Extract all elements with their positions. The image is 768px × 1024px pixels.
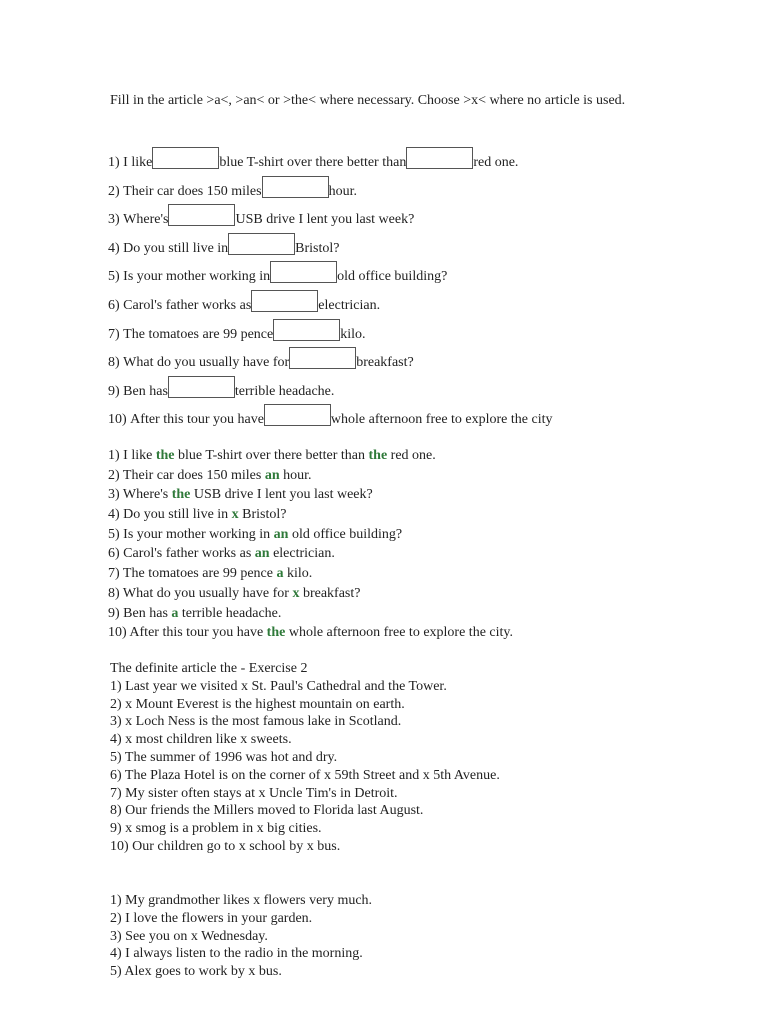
- exercise-line: 3) See you on x Wednesday.: [110, 928, 268, 944]
- question-row: [108, 229, 668, 258]
- question-text: Their car does 150 miles: [123, 183, 262, 199]
- answer-number: 10): [108, 625, 127, 641]
- question-row: [108, 286, 668, 315]
- question-number: 10): [108, 412, 127, 428]
- answer-row: [108, 584, 668, 604]
- question-text: Bristol?: [295, 240, 340, 256]
- exercise-3: [110, 892, 670, 981]
- exercise-line: 6) The Plaza Hotel is on the corner of x 59th Street and x 5th Avenue.: [110, 767, 500, 783]
- exercise-line: 1) Last year we visited x St. Paul's Cathedral and the Tower.: [110, 678, 447, 694]
- answer-text: electrician.: [269, 546, 335, 562]
- answer-blank[interactable]: [228, 233, 295, 255]
- question-text: Where's: [123, 212, 169, 228]
- answer-row: [108, 604, 668, 624]
- instructions: Fill in the article >a<, >an< or >the< where necessary. Choose >x< where no article is used.: [110, 93, 626, 108]
- answer-text: breakfast?: [299, 585, 361, 601]
- question-text: red one.: [473, 155, 519, 170]
- answer-text: kilo.: [283, 566, 313, 582]
- question-text: blue T-shirt over there better than: [219, 155, 407, 170]
- question-row: [108, 146, 668, 172]
- question-text: After this tour you have: [130, 412, 264, 428]
- answer-text: Bristol?: [238, 507, 287, 523]
- answer-row: [108, 505, 668, 525]
- answer-number: 7): [108, 566, 120, 582]
- question-row: [108, 344, 668, 373]
- answer-text: Their car does 150 miles: [122, 467, 265, 483]
- exercise-line: 7) My sister often stays at x Uncle Tim's in Detroit.: [110, 785, 398, 801]
- exercise-line: 9) x smog is a problem in x big cities.: [110, 821, 322, 837]
- answer-blank[interactable]: [406, 147, 473, 169]
- question-number: 3): [108, 212, 120, 228]
- answer-number: 3): [108, 487, 120, 503]
- answer-number: 5): [108, 526, 120, 542]
- answer-text: old office building?: [288, 526, 403, 542]
- question-row: [108, 201, 668, 230]
- question-text: whole afternoon free to explore the city: [330, 412, 553, 428]
- exercise-line: 4) x most children like x sweets.: [110, 732, 292, 748]
- article-answer: an: [264, 467, 280, 483]
- answer-blank[interactable]: [262, 176, 329, 198]
- question-text: Do you still live in: [123, 240, 229, 256]
- exercise-title: The definite article the - Exercise 2: [110, 661, 308, 676]
- answer-number: 6): [108, 546, 120, 562]
- question-text: USB drive I lent you last week?: [235, 212, 415, 228]
- question-text: I like: [123, 155, 153, 170]
- answer-text: Is your mother working in: [123, 526, 274, 542]
- question-number: 4): [108, 240, 120, 256]
- answer-blank[interactable]: [289, 347, 356, 369]
- answer-text: hour.: [279, 467, 312, 483]
- answer-blank[interactable]: [270, 261, 337, 283]
- exercise-line: 2) x Mount Everest is the highest mountain on earth.: [110, 696, 405, 712]
- article-answer: the: [368, 448, 388, 463]
- question-number: 9): [108, 383, 120, 399]
- answer-row: [108, 525, 668, 545]
- article-answer: x: [231, 507, 239, 523]
- answer-blank[interactable]: [251, 290, 318, 312]
- question-number: 5): [108, 269, 120, 285]
- question-number: 6): [108, 297, 120, 313]
- article-answer: the: [266, 625, 286, 641]
- answer-number: 4): [108, 507, 120, 523]
- answer-blank[interactable]: [152, 147, 219, 169]
- answer-row: [108, 564, 668, 584]
- article-answer: a: [171, 605, 179, 621]
- answer-text: Do you still live in: [123, 507, 232, 523]
- exercise-line: 5) The summer of 1996 was hot and dry.: [110, 749, 338, 765]
- answer-text: whole afternoon free to explore the city.: [285, 625, 513, 641]
- question-text: Carol's father works as: [123, 297, 252, 313]
- question-number: 2): [108, 183, 120, 199]
- question-row: [108, 258, 668, 287]
- answer-text: The tomatoes are 99 pence: [122, 566, 277, 582]
- answer-text: I like: [123, 448, 156, 463]
- question-number: 1): [108, 155, 120, 170]
- question-row: [108, 315, 668, 344]
- answer-text: What do you usually have for: [122, 585, 293, 601]
- article-answer: the: [155, 448, 175, 463]
- question-row: [108, 172, 668, 201]
- answer-row: [108, 466, 668, 486]
- exercise-1-questions: [108, 146, 668, 429]
- answer-text: red one.: [387, 448, 436, 463]
- question-text: electrician.: [318, 297, 381, 313]
- answer-row: [108, 623, 668, 643]
- question-text: terrible headache.: [234, 383, 335, 399]
- exercise-line: 8) Our friends the Millers moved to Florida last August.: [110, 803, 424, 819]
- exercise-line: 5) Alex goes to work by x bus.: [110, 964, 282, 980]
- article-answer: a: [276, 566, 284, 582]
- article-answer: an: [273, 526, 289, 542]
- answer-number: 9): [108, 605, 120, 621]
- question-number: 8): [108, 355, 120, 371]
- exercise-line: 10) Our children go to x school by x bus.: [110, 838, 341, 854]
- question-text: breakfast?: [356, 355, 414, 371]
- exercise-line: 1) My grandmother likes x flowers very much.: [110, 893, 373, 908]
- answer-number: 8): [108, 585, 120, 601]
- answer-blank[interactable]: [168, 204, 235, 226]
- question-text: hour.: [328, 183, 357, 199]
- article-answer: the: [171, 487, 191, 503]
- answer-text: terrible headache.: [178, 605, 282, 621]
- exercise-line: 3) x Loch Ness is the most famous lake in Scotland.: [110, 714, 402, 730]
- exercise-1-answers: [108, 446, 668, 643]
- question-row: [108, 401, 668, 430]
- answer-text: Where's: [122, 487, 172, 503]
- answer-text: After this tour you have: [129, 625, 267, 641]
- question-text: kilo.: [340, 326, 366, 342]
- answer-blank[interactable]: [168, 376, 235, 398]
- answer-text: blue T-shirt over there better than: [174, 448, 369, 463]
- answer-row: [108, 446, 668, 466]
- answer-blank[interactable]: [273, 319, 340, 341]
- question-text: Is your mother working in: [123, 269, 271, 285]
- question-number: 7): [108, 326, 120, 342]
- answer-blank[interactable]: [264, 404, 331, 426]
- exercise-line: 4) I always listen to the radio in the morning.: [110, 946, 363, 962]
- answer-row: [108, 544, 668, 564]
- article-answer: an: [254, 546, 270, 562]
- question-text: The tomatoes are 99 pence: [123, 326, 274, 342]
- question-row: [108, 372, 668, 401]
- question-text: old office building?: [337, 269, 448, 285]
- answer-number: 2): [108, 467, 120, 483]
- exercise-line: 2) I love the flowers in your garden.: [110, 910, 313, 926]
- answer-text: Carol's father works as: [123, 546, 255, 562]
- answer-text: USB drive I lent you last week?: [190, 487, 373, 503]
- answer-text: Ben has: [123, 605, 172, 621]
- answer-row: [108, 485, 668, 505]
- article-answer: x: [292, 585, 300, 601]
- question-text: Ben has: [123, 383, 168, 399]
- question-text: What do you usually have for: [123, 355, 290, 371]
- exercise-2: [110, 660, 670, 856]
- answer-number: 1): [108, 448, 120, 463]
